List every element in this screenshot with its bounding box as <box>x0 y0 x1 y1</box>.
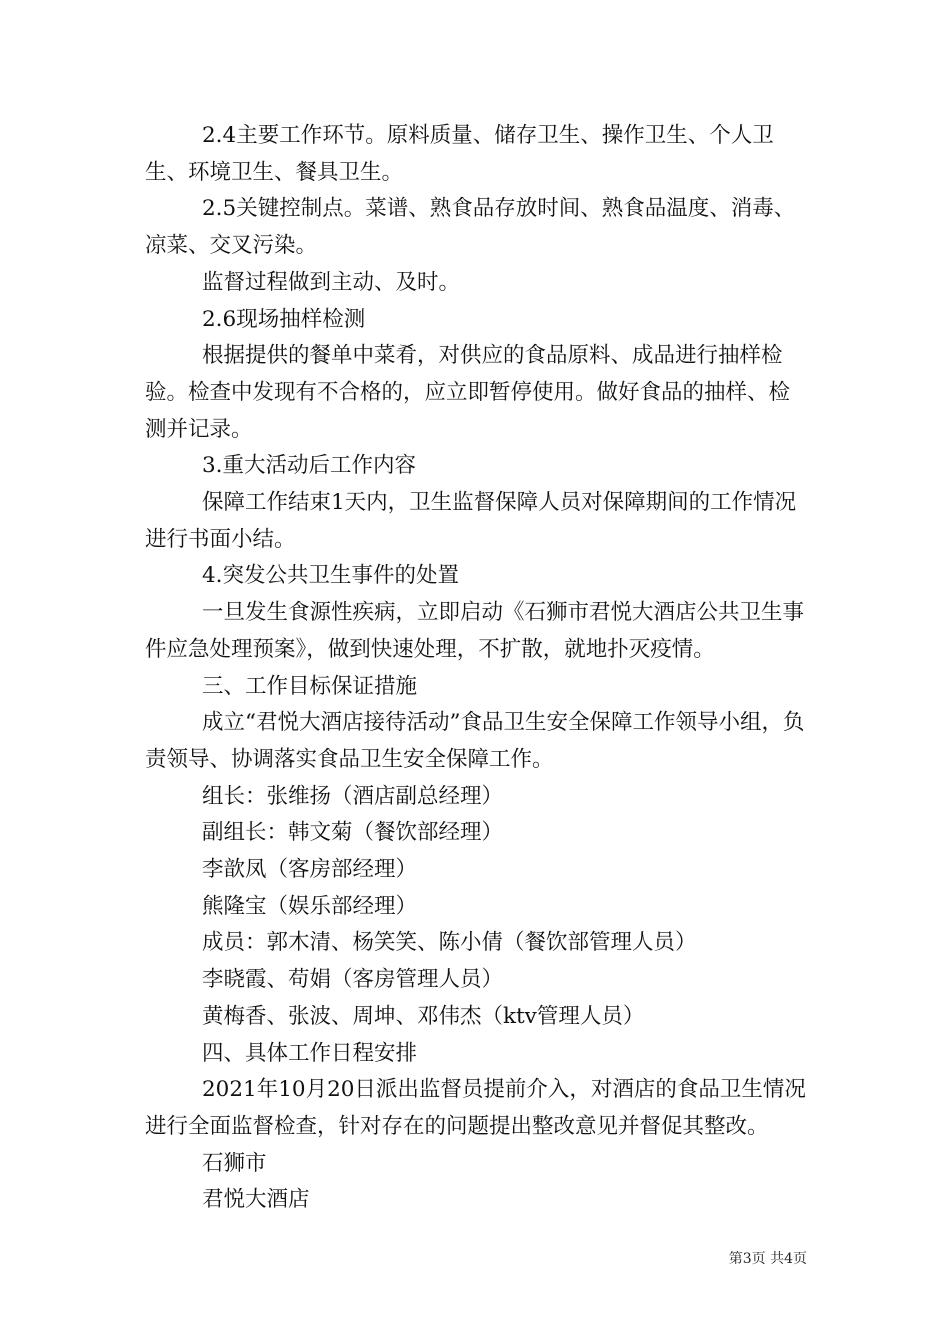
team-deputy: 副组长：韩文菊（餐饮部经理） <box>202 820 504 846</box>
paragraph-team: 成立“君悦大酒店接待活动”食品卫生安全保障工作领导小组，负责领导、协调落实食品卫生安全保障工作。 <box>145 710 805 772</box>
signature-hotel: 君悦大酒店 <box>202 1187 310 1213</box>
heading-3: 3.重大活动后工作内容 <box>202 453 417 479</box>
paragraph-emergency: 一旦发生食源性疾病，立即启动《石狮市君悦大酒店公共卫生事件应急处理预案》，做到快速处理，不扩散，就地扑灭疫情。 <box>145 600 805 662</box>
paragraph-summary: 保障工作结束1天内，卫生监督保障人员对保障期间的工作情况进行书面小结。 <box>145 490 797 552</box>
team-members-3: 黄梅香、张波、周坤、邓伟杰（ktv管理人员） <box>202 1003 645 1029</box>
paragraph-supervision: 监督过程做到主动、及时。 <box>202 269 461 295</box>
team-members: 成员：郭木清、杨笑笑、陈小倩（餐饮部管理人员） <box>202 930 697 956</box>
team-deputy-2: 李歆凤（客房部经理） <box>202 857 418 883</box>
team-leader: 组长：张维扬（酒店副总经理） <box>202 783 504 809</box>
page-number: 第3页 共4页 <box>728 1251 807 1267</box>
paragraph-2-5: 2.5关键控制点。菜谱、熟食品存放时间、熟食品温度、消毒、凉菜、交叉污染。 <box>145 196 796 259</box>
paragraph-sampling: 根据提供的餐单中菜肴，对供应的食品原料、成品进行抽样检验。检查中发现有不合格的，应立即暂停使用。做好食品的抽样、检测并记录。 <box>145 343 791 442</box>
team-deputy-3: 熊隆宝（娱乐部经理） <box>202 893 418 919</box>
document-body <box>145 118 810 1219</box>
team-members-2: 李晓霞、苟娟（客房管理人员） <box>202 967 504 993</box>
heading-4: 4.突发公共卫生事件的处置 <box>202 563 460 589</box>
signature-city: 石狮市 <box>202 1150 267 1176</box>
heading-section-3: 三、工作目标保证措施 <box>202 673 418 699</box>
heading-section-4: 四、具体工作日程安排 <box>202 1040 418 1066</box>
paragraph-schedule: 2021年10月20日派出监督员提前介入，对酒店的食品卫生情况进行全面监督检查，针对存在的问题提出整改意见并督促其整改。 <box>145 1077 806 1139</box>
paragraph-2-4: 2.4主要工作环节。原料质量、储存卫生、操作卫生、个人卫生、环境卫生、餐具卫生。 <box>145 123 774 185</box>
heading-2-6: 2.6现场抽样检测 <box>202 306 366 332</box>
